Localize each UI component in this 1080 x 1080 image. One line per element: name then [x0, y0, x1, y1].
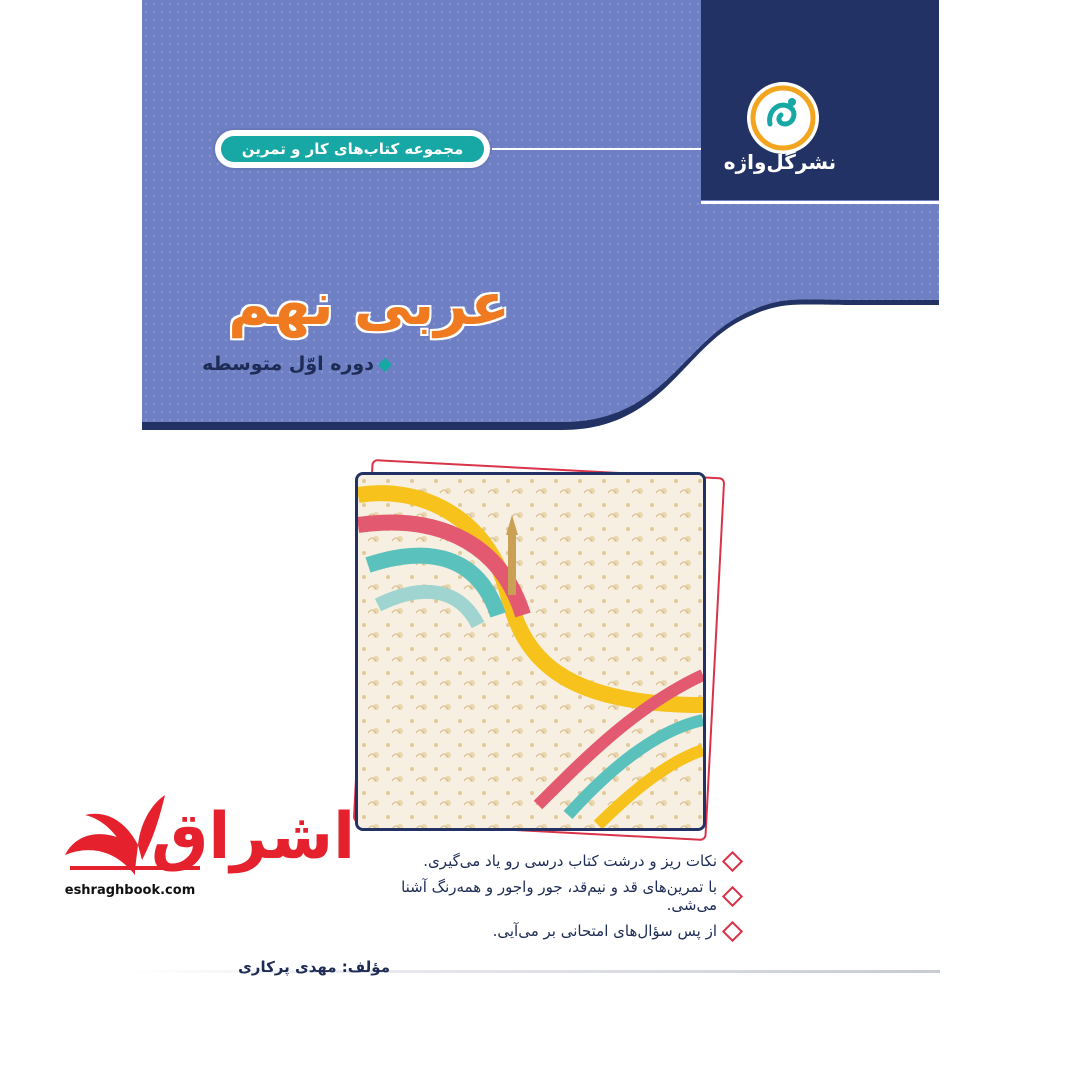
connector-line — [492, 148, 701, 150]
cover-image — [355, 472, 706, 831]
diamond-bullet-icon — [722, 885, 743, 906]
watermark-text: اشراق — [151, 800, 355, 874]
list-item — [350, 878, 740, 914]
watermark-url: eshraghbook.com — [64, 883, 196, 898]
diamond-icon — [378, 357, 392, 371]
publisher-name: نشرگل‌واژه — [723, 150, 837, 174]
features-list — [350, 852, 740, 948]
list-item — [350, 922, 740, 940]
book-title: عربی نهم — [228, 270, 510, 338]
diamond-bullet-icon — [722, 920, 743, 941]
series-badge — [215, 130, 490, 168]
diamond-bullet-icon — [722, 850, 743, 871]
author-credit: مؤلف: مهدی پرکاری — [238, 958, 390, 976]
feature-text: از پس سؤال‌های امتحانی بر می‌آیی. — [492, 922, 717, 940]
divider — [701, 201, 939, 204]
feature-text: نکات ریز و درشت کتاب درسی رو یاد می‌گیری. — [423, 852, 717, 870]
series-label: مجموعه کتاب‌های کار و تمرین — [221, 136, 484, 162]
book-level — [200, 353, 390, 375]
publisher-logo-icon — [745, 80, 821, 156]
feature-text: با تمرین‌های قد و نیم‌قد، جور واجور و همه‌رنگ آشنا می‌شی. — [401, 878, 717, 914]
book-level-text: دوره اوّل متوسطه — [202, 353, 374, 375]
kaaba-illustration — [358, 475, 703, 828]
list-item — [350, 852, 740, 870]
